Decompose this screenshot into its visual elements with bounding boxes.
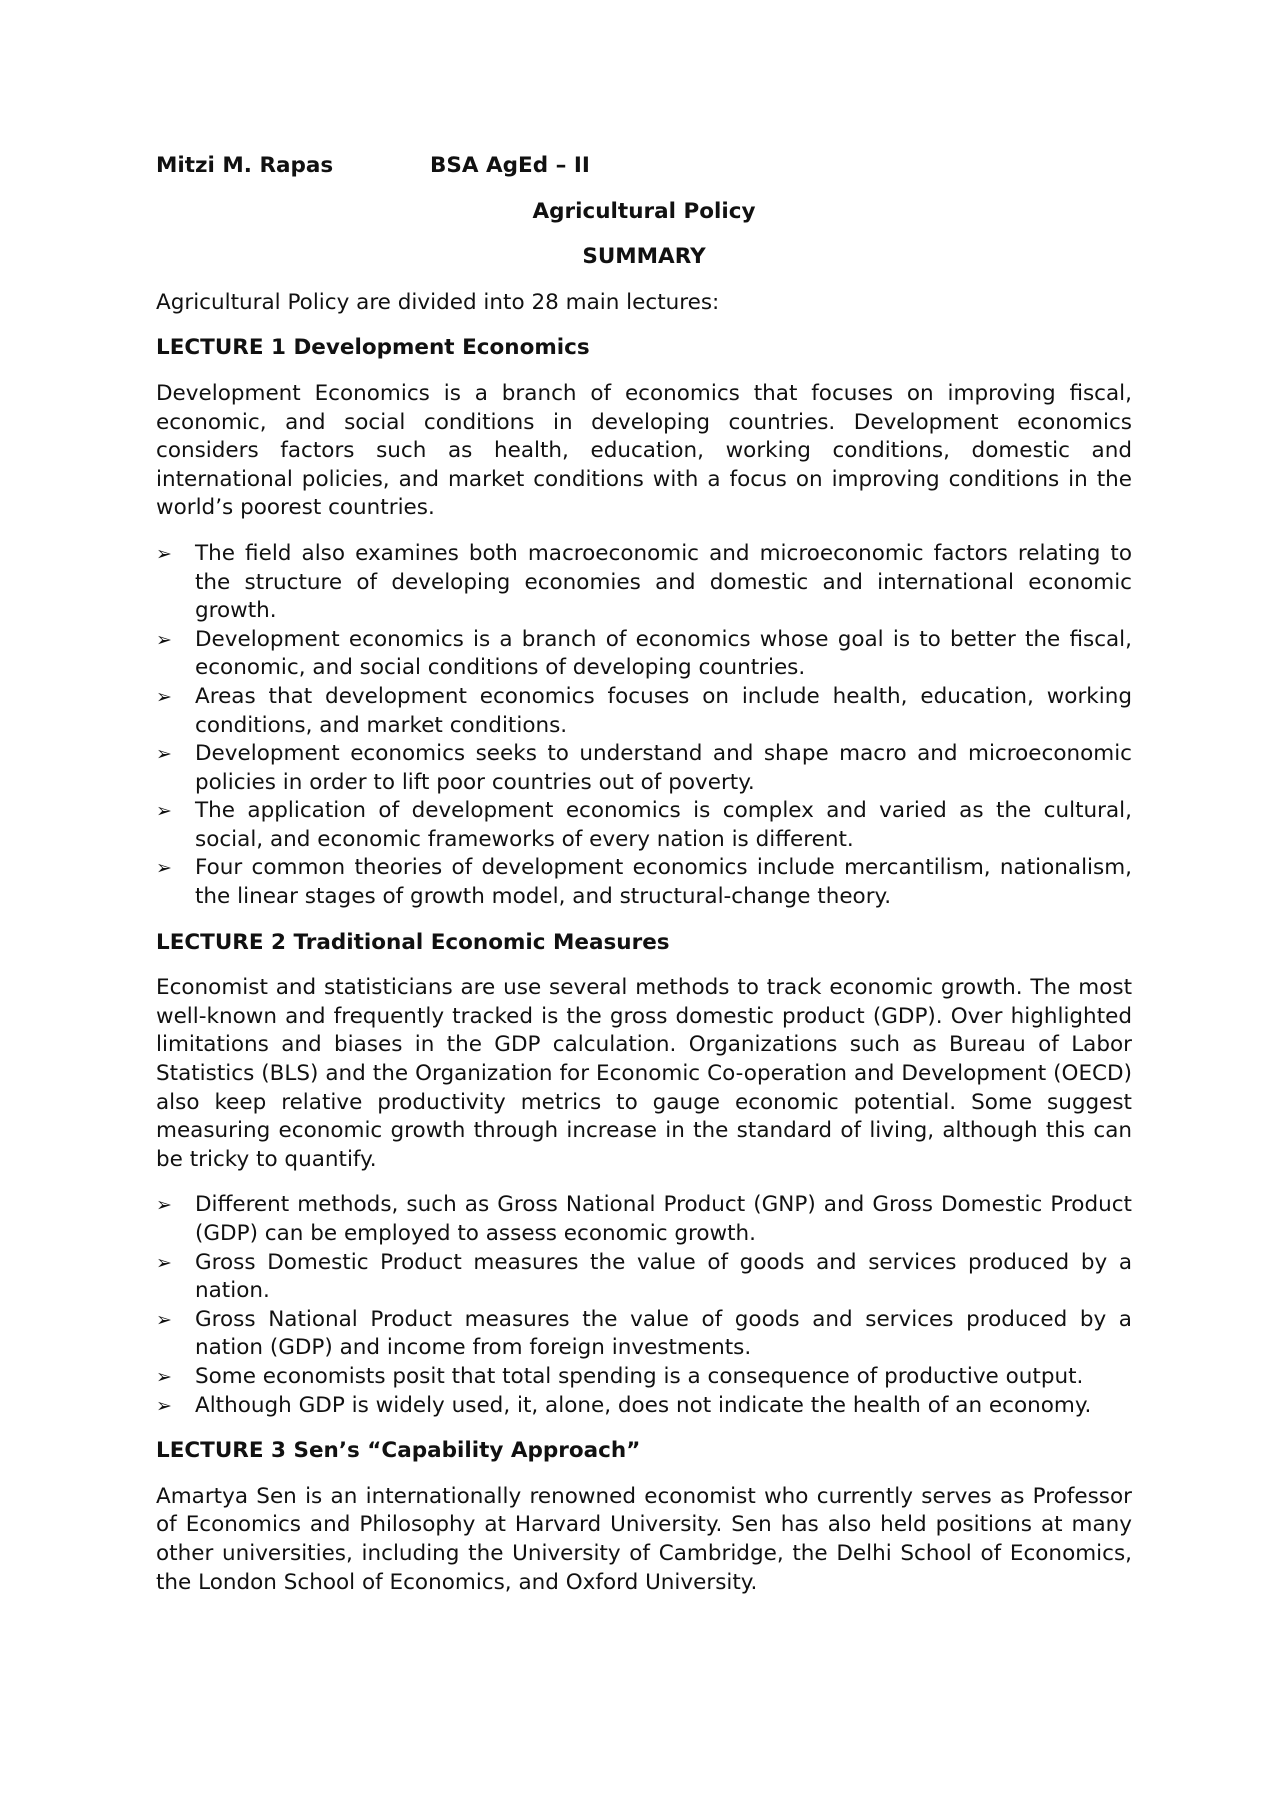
list-item bbox=[156, 1363, 1132, 1392]
list-item bbox=[156, 1306, 1132, 1363]
arrow-bullet-icon: ➢ bbox=[156, 743, 172, 766]
list-item-text: Gross Domestic Product measures the value of goods and services produced by a nation. bbox=[195, 1249, 1132, 1304]
arrow-bullet-icon: ➢ bbox=[156, 1194, 172, 1217]
list-item-text: Different methods, such as Gross National Product (GNP) and Gross Domestic Product (GDP) can be employed to assess economic growth. bbox=[195, 1192, 1132, 1246]
list-item bbox=[156, 1191, 1132, 1248]
lecture-heading: LECTURE 3 Sen’s “Capability Approach” bbox=[156, 1438, 641, 1464]
list-item-text: Areas that development economics focuses on include health, education, working conditions, and market conditions. bbox=[195, 683, 1132, 738]
list-item-text: Development economics seeks to understand and shape macro and microeconomic policies in order to lift poor countries out of poverty. bbox=[195, 741, 1132, 795]
bullet-list bbox=[156, 540, 1132, 912]
arrow-bullet-icon: ➢ bbox=[156, 1308, 172, 1331]
arrow-bullet-icon: ➢ bbox=[156, 1251, 172, 1274]
arrow-bullet-icon: ➢ bbox=[156, 542, 172, 565]
lecture-section-1 bbox=[156, 334, 1132, 911]
document-page bbox=[156, 152, 1132, 1614]
list-item bbox=[156, 626, 1132, 683]
lecture-paragraph: Development Economics is a branch of economics that focuses on improving fiscal, economic, and social conditions in developing countries. Development economics considers factors such as health, education, working conditions, domestic and international policies, and market conditions with a focus on improving conditions in the world’s poorest countries. bbox=[156, 380, 1132, 521]
header-line bbox=[156, 152, 1132, 181]
list-item bbox=[156, 740, 1132, 797]
list-item-text: Development economics is a branch of economics whose goal is to better the fiscal, economic, and social conditions of developing countries. bbox=[195, 626, 1132, 681]
list-item bbox=[156, 797, 1132, 854]
list-item-text: The application of development economics is complex and varied as the cultural, social, and economic frameworks of every nation is different. bbox=[195, 798, 1132, 852]
lecture-section-3 bbox=[156, 1437, 1132, 1597]
bullet-list bbox=[156, 1191, 1132, 1420]
document-title: Agricultural Policy bbox=[532, 198, 756, 224]
document-subtitle: SUMMARY bbox=[582, 244, 706, 270]
list-item bbox=[156, 540, 1132, 626]
list-item-text: Gross National Product measures the value of goods and services produced by a nation (GDP) and income from foreign investments. bbox=[195, 1306, 1132, 1361]
list-item bbox=[156, 1249, 1132, 1306]
arrow-bullet-icon: ➢ bbox=[156, 628, 172, 651]
arrow-bullet-icon: ➢ bbox=[156, 1394, 172, 1417]
lecture-section-2 bbox=[156, 929, 1132, 1421]
list-item-text: The field also examines both macroeconomic and microeconomic factors relating to the structure of developing economies and domestic and international economic growth. bbox=[195, 540, 1132, 624]
author-name: Mitzi M. Rapas bbox=[156, 153, 334, 178]
list-item bbox=[156, 854, 1132, 911]
list-item-text: Four common theories of development economics include mercantilism, nationalism, the linear stages of growth model, and structural-change theory. bbox=[195, 855, 1132, 910]
arrow-bullet-icon: ➢ bbox=[156, 1365, 172, 1388]
arrow-bullet-icon: ➢ bbox=[156, 800, 172, 823]
arrow-bullet-icon: ➢ bbox=[156, 685, 172, 708]
lecture-paragraph: Amartya Sen is an internationally renowned economist who currently serves as Professor of Economics and Philosophy at Harvard University. Sen has also held positions at many other universities, including the University of Cambridge, the Delhi School of Economics, the London School of Economics, and Oxford University. bbox=[156, 1483, 1132, 1595]
lecture-paragraph: Economist and statisticians are use several methods to track economic growth. The most well-known and frequently tracked is the gross domestic product (GDP). Over highlighted limitations and biases in the GDP calculation. Organizations such as Bureau of Labor Statistics (BLS) and the Organization for Economic Co-operation and Development (OECD) also keep relative productivity metrics to gauge economic potential. Some suggest measuring economic growth through increase in the standard of living, although this can be tricky to quantify. bbox=[156, 975, 1132, 1172]
program-label: BSA AgEd – II bbox=[430, 153, 590, 178]
list-item-text: Although GDP is widely used, it, alone, does not indicate the health of an economy. bbox=[195, 1392, 1092, 1418]
list-item bbox=[156, 1392, 1132, 1421]
arrow-bullet-icon: ➢ bbox=[156, 857, 172, 880]
list-item bbox=[156, 683, 1132, 740]
lecture-heading: LECTURE 2 Traditional Economic Measures bbox=[156, 929, 670, 955]
intro-text: Agricultural Policy are divided into 28 main lectures: bbox=[156, 289, 720, 315]
lecture-heading: LECTURE 1 Development Economics bbox=[156, 335, 590, 361]
list-item-text: Some economists posit that total spending is a consequence of productive output. bbox=[195, 1363, 1084, 1389]
